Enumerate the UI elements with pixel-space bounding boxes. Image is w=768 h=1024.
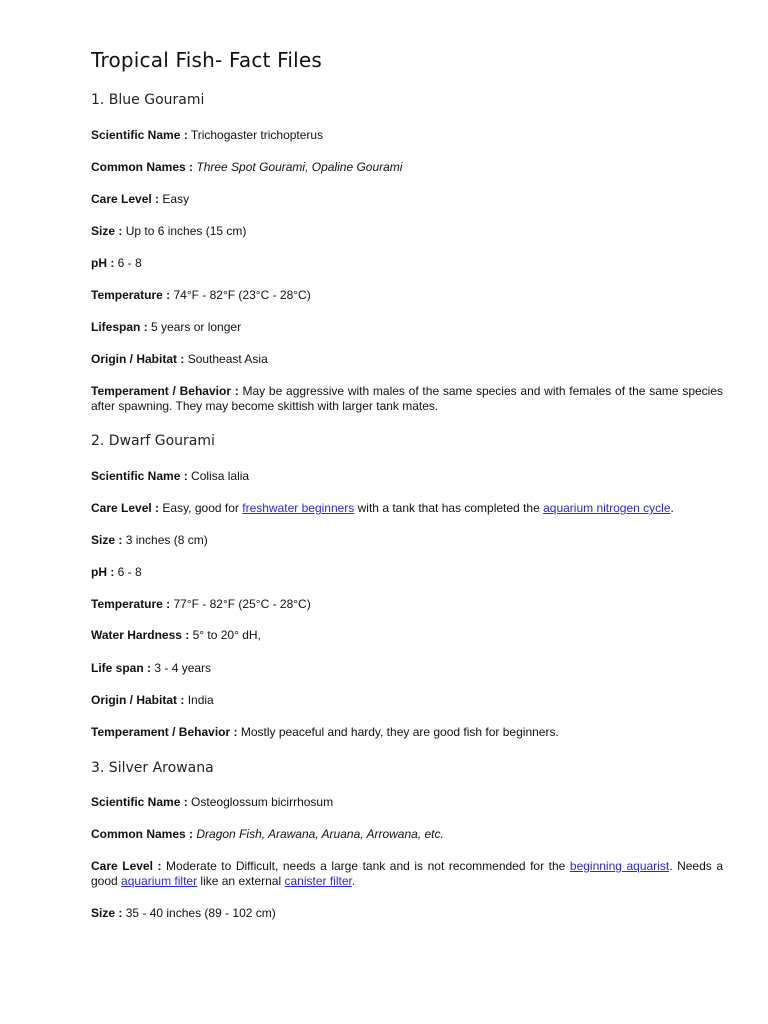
- fact-label: Lifespan :: [91, 320, 148, 334]
- fact-value: May be aggressive with males of the same species and with females of the same species after spawning. They may become skittish with larger tank mates.: [91, 384, 724, 413]
- fact-text: like an external: [200, 874, 282, 888]
- fact-value: 3 inches (8 cm): [125, 533, 208, 547]
- fact-common-names: [91, 160, 723, 175]
- fact-label: Temperament / Behavior :: [91, 384, 239, 398]
- fact-size: [91, 533, 723, 548]
- document-title: Tropical Fish- Fact Files: [91, 48, 322, 72]
- fact-scientific-name: [91, 795, 723, 810]
- fact-value: Colisa lalia: [191, 469, 250, 483]
- fact-value: 5 years or longer: [151, 320, 242, 334]
- fact-label: Temperature :: [91, 288, 171, 302]
- fact-label: Size :: [91, 533, 123, 547]
- fact-value: Easy: [162, 192, 190, 206]
- fact-text: with a tank that has completed the: [357, 501, 540, 515]
- link-aquarium-filter[interactable]: aquarium filter: [121, 874, 198, 888]
- fact-scientific-name: [91, 469, 723, 484]
- fact-label: Scientific Name :: [91, 795, 188, 809]
- fact-value: Southeast Asia: [187, 352, 268, 366]
- fact-lifespan: [91, 661, 723, 676]
- fact-label: Size :: [91, 224, 123, 238]
- fact-label: Care Level :: [91, 501, 160, 515]
- fact-common-names: [91, 827, 723, 842]
- section-heading-blue-gourami: 1. Blue Gourami: [91, 92, 205, 108]
- fact-label: Origin / Habitat :: [91, 352, 185, 366]
- fact-value: 77°F - 82°F (25°C - 28°C): [173, 597, 311, 611]
- link-aquarium-nitrogen-cycle[interactable]: aquarium nitrogen cycle: [543, 501, 671, 515]
- fact-text: .: [351, 874, 356, 888]
- fact-label: Size :: [91, 906, 123, 920]
- fact-ph: [91, 565, 723, 580]
- fact-label: Common Names :: [91, 160, 194, 174]
- fact-water-hardness: [91, 628, 723, 643]
- link-beginning-aquarist[interactable]: beginning aquarist: [569, 859, 670, 873]
- fact-text: Moderate to Difficult, needs a large tank and is not recommended for the: [166, 859, 566, 873]
- link-canister-filter[interactable]: canister filter: [284, 874, 352, 888]
- fact-value: 74°F - 82°F (23°C - 28°C): [173, 288, 311, 302]
- fact-value: Three Spot Gourami, Opaline Gourami: [196, 160, 403, 174]
- fact-value: Osteoglossum bicirrhosum: [191, 795, 334, 809]
- fact-value: Dragon Fish, Arawana, Aruana, Arrowana, etc.: [196, 827, 444, 841]
- fact-temperature: [91, 288, 723, 303]
- fact-ph: [91, 256, 723, 271]
- fact-label: Origin / Habitat :: [91, 693, 185, 707]
- fact-origin-habitat: [91, 352, 723, 367]
- fact-label: Common Names :: [91, 827, 194, 841]
- fact-value: India: [187, 693, 214, 707]
- fact-value: Up to 6 inches (15 cm): [125, 224, 247, 238]
- fact-label: Scientific Name :: [91, 128, 188, 142]
- fact-value: 6 - 8: [117, 256, 142, 270]
- fact-label: pH :: [91, 256, 115, 270]
- fact-label: Temperature :: [91, 597, 171, 611]
- fact-care-level: [91, 501, 723, 516]
- fact-value: Mostly peaceful and hardy, they are good fish for beginners.: [240, 725, 559, 739]
- fact-label: Care Level :: [91, 859, 162, 873]
- fact-value: 6 - 8: [117, 565, 142, 579]
- fact-label: pH :: [91, 565, 115, 579]
- fact-text: .: [670, 501, 674, 515]
- fact-label: Scientific Name :: [91, 469, 188, 483]
- fact-temperament: [91, 384, 723, 414]
- fact-label: Care Level :: [91, 192, 160, 206]
- section-heading-dwarf-gourami: 2. Dwarf Gourami: [91, 433, 215, 449]
- fact-value: 5° to 20° dH,: [192, 628, 261, 642]
- fact-temperature: [91, 597, 723, 612]
- fact-size: [91, 906, 723, 921]
- fact-temperament: [91, 725, 723, 740]
- fact-value: 3 - 4 years: [154, 661, 212, 675]
- fact-care-level: [91, 859, 723, 889]
- section-heading-silver-arowana: 3. Silver Arowana: [91, 760, 214, 776]
- fact-origin-habitat: [91, 693, 723, 708]
- fact-label: Life span :: [91, 661, 152, 675]
- fact-lifespan: [91, 320, 723, 335]
- fact-value: 35 - 40 inches (89 - 102 cm): [125, 906, 276, 920]
- fact-label: Water Hardness :: [91, 628, 190, 642]
- fact-text: Easy, good for: [162, 501, 239, 515]
- fact-text: . Needs a good: [91, 859, 723, 888]
- fact-value: Trichogaster trichopterus: [190, 128, 324, 142]
- fact-care-level: [91, 192, 723, 207]
- fact-label: Temperament / Behavior :: [91, 725, 238, 739]
- fact-size: [91, 224, 723, 239]
- fact-scientific-name: [91, 128, 723, 143]
- link-freshwater-beginners[interactable]: freshwater beginners: [242, 501, 355, 515]
